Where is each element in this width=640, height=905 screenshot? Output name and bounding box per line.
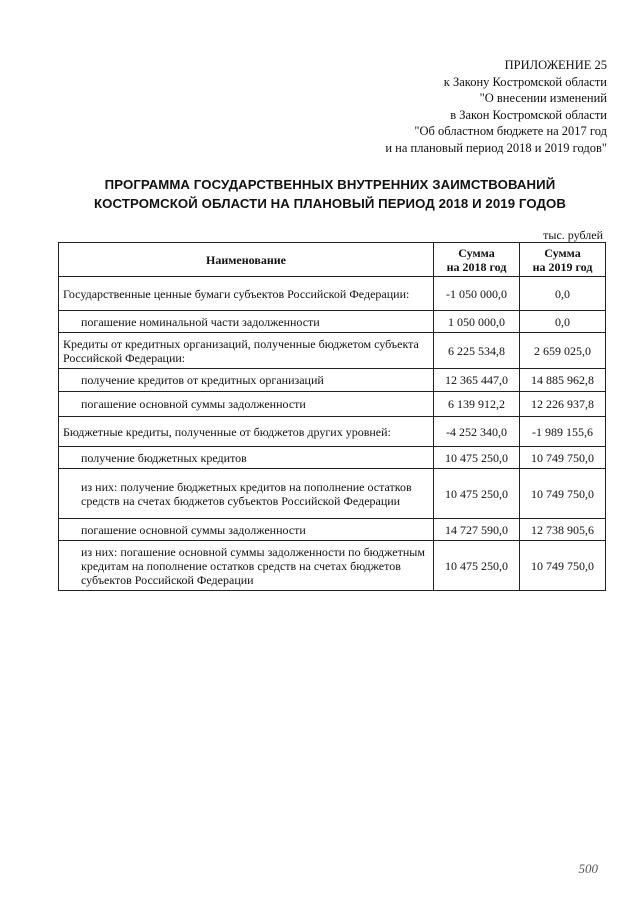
- header-line: "Об областном бюджете на 2017 год: [414, 124, 607, 138]
- row-value-2019: 10 749 750,0: [520, 541, 606, 591]
- row-value-2019: -1 989 155,6: [520, 417, 606, 447]
- row-name: Кредиты от кредитных организаций, полученные бюджетом субъекта Российской Федерации:: [59, 333, 434, 369]
- row-name: из них: получение бюджетных кредитов на пополнение остатков средств на счетах бюджетов субъектов Российской Федерации: [59, 469, 434, 519]
- borrowings-table: [58, 242, 606, 591]
- header-2019-line1: Сумма: [544, 245, 581, 260]
- row-value-2018: 10 475 250,0: [434, 469, 520, 519]
- row-value-2018: 6 139 912,2: [434, 392, 520, 417]
- header-line: "О внесении изменений: [479, 91, 607, 105]
- row-value-2018: -1 050 000,0: [434, 277, 520, 311]
- table-row: [59, 447, 606, 469]
- row-value-2018: 1 050 000,0: [434, 311, 520, 333]
- row-name: Бюджетные кредиты, полученные от бюджетов других уровней:: [59, 417, 434, 447]
- row-name: погашение номинальной части задолженности: [59, 311, 434, 333]
- row-name: погашение основной суммы задолженности: [59, 392, 434, 417]
- header-2018: [434, 243, 520, 277]
- row-name: Государственные ценные бумаги субъектов Российской Федерации:: [59, 277, 434, 311]
- appendix-number: ПРИЛОЖЕНИЕ 25: [504, 58, 607, 72]
- title-line-1: ПРОГРАММА ГОСУДАРСТВЕННЫХ ВНУТРЕННИХ ЗАИМСТВОВАНИЙ: [104, 177, 556, 192]
- header-2018-line2: на 2018 год: [446, 259, 507, 274]
- header-2018-line1: Сумма: [458, 245, 495, 260]
- table-row: [59, 369, 606, 392]
- row-name: из них: погашение основной суммы задолженности по бюджетным кредитам на пополнение остатков средств на счетах бюджетов субъектов Российской Федерации: [59, 541, 434, 591]
- header-line: к Закону Костромской области: [443, 74, 607, 89]
- table-row: [59, 469, 606, 519]
- units-label: тыс. рублей: [543, 228, 603, 242]
- document-title: [60, 175, 600, 213]
- row-value-2019: 12 226 937,8: [520, 392, 606, 417]
- row-value-2019: 14 885 962,8: [520, 369, 606, 392]
- row-value-2019: 10 749 750,0: [520, 447, 606, 469]
- table-row: [59, 311, 606, 333]
- row-value-2018: -4 252 340,0: [434, 417, 520, 447]
- header-2019-line2: на 2019 год: [532, 259, 593, 274]
- row-value-2019: 12 738 905,6: [520, 519, 606, 541]
- table-row: [59, 519, 606, 541]
- table-row: [59, 392, 606, 417]
- row-value-2019: 2 659 025,0: [520, 333, 606, 369]
- header-line: в Закон Костромской области: [450, 107, 607, 122]
- row-value-2019: 0,0: [520, 277, 606, 311]
- table-row: [59, 417, 606, 447]
- row-value-2019: 10 749 750,0: [520, 469, 606, 519]
- header-2019: [520, 243, 606, 277]
- table-header-row: [59, 243, 606, 277]
- title-line-2: КОСТРОМСКОЙ ОБЛАСТИ НА ПЛАНОВЫЙ ПЕРИОД 2018 И 2019 ГОДОВ: [94, 196, 566, 211]
- row-value-2019: 0,0: [520, 311, 606, 333]
- appendix-header: [385, 57, 607, 156]
- row-value-2018: 14 727 590,0: [434, 519, 520, 541]
- row-name: получение бюджетных кредитов: [59, 447, 434, 469]
- row-value-2018: 10 475 250,0: [434, 447, 520, 469]
- row-name: погашение основной суммы задолженности: [59, 519, 434, 541]
- row-name: получение кредитов от кредитных организаций: [59, 369, 434, 392]
- table-row: [59, 277, 606, 311]
- table-row: [59, 333, 606, 369]
- header-line: и на плановый период 2018 и 2019 годов": [385, 140, 607, 155]
- row-value-2018: 12 365 447,0: [434, 369, 520, 392]
- row-value-2018: 6 225 534,8: [434, 333, 520, 369]
- header-name: Наименование: [59, 243, 434, 277]
- table-row: [59, 541, 606, 591]
- row-value-2018: 10 475 250,0: [434, 541, 520, 591]
- page-number: 500: [578, 861, 598, 876]
